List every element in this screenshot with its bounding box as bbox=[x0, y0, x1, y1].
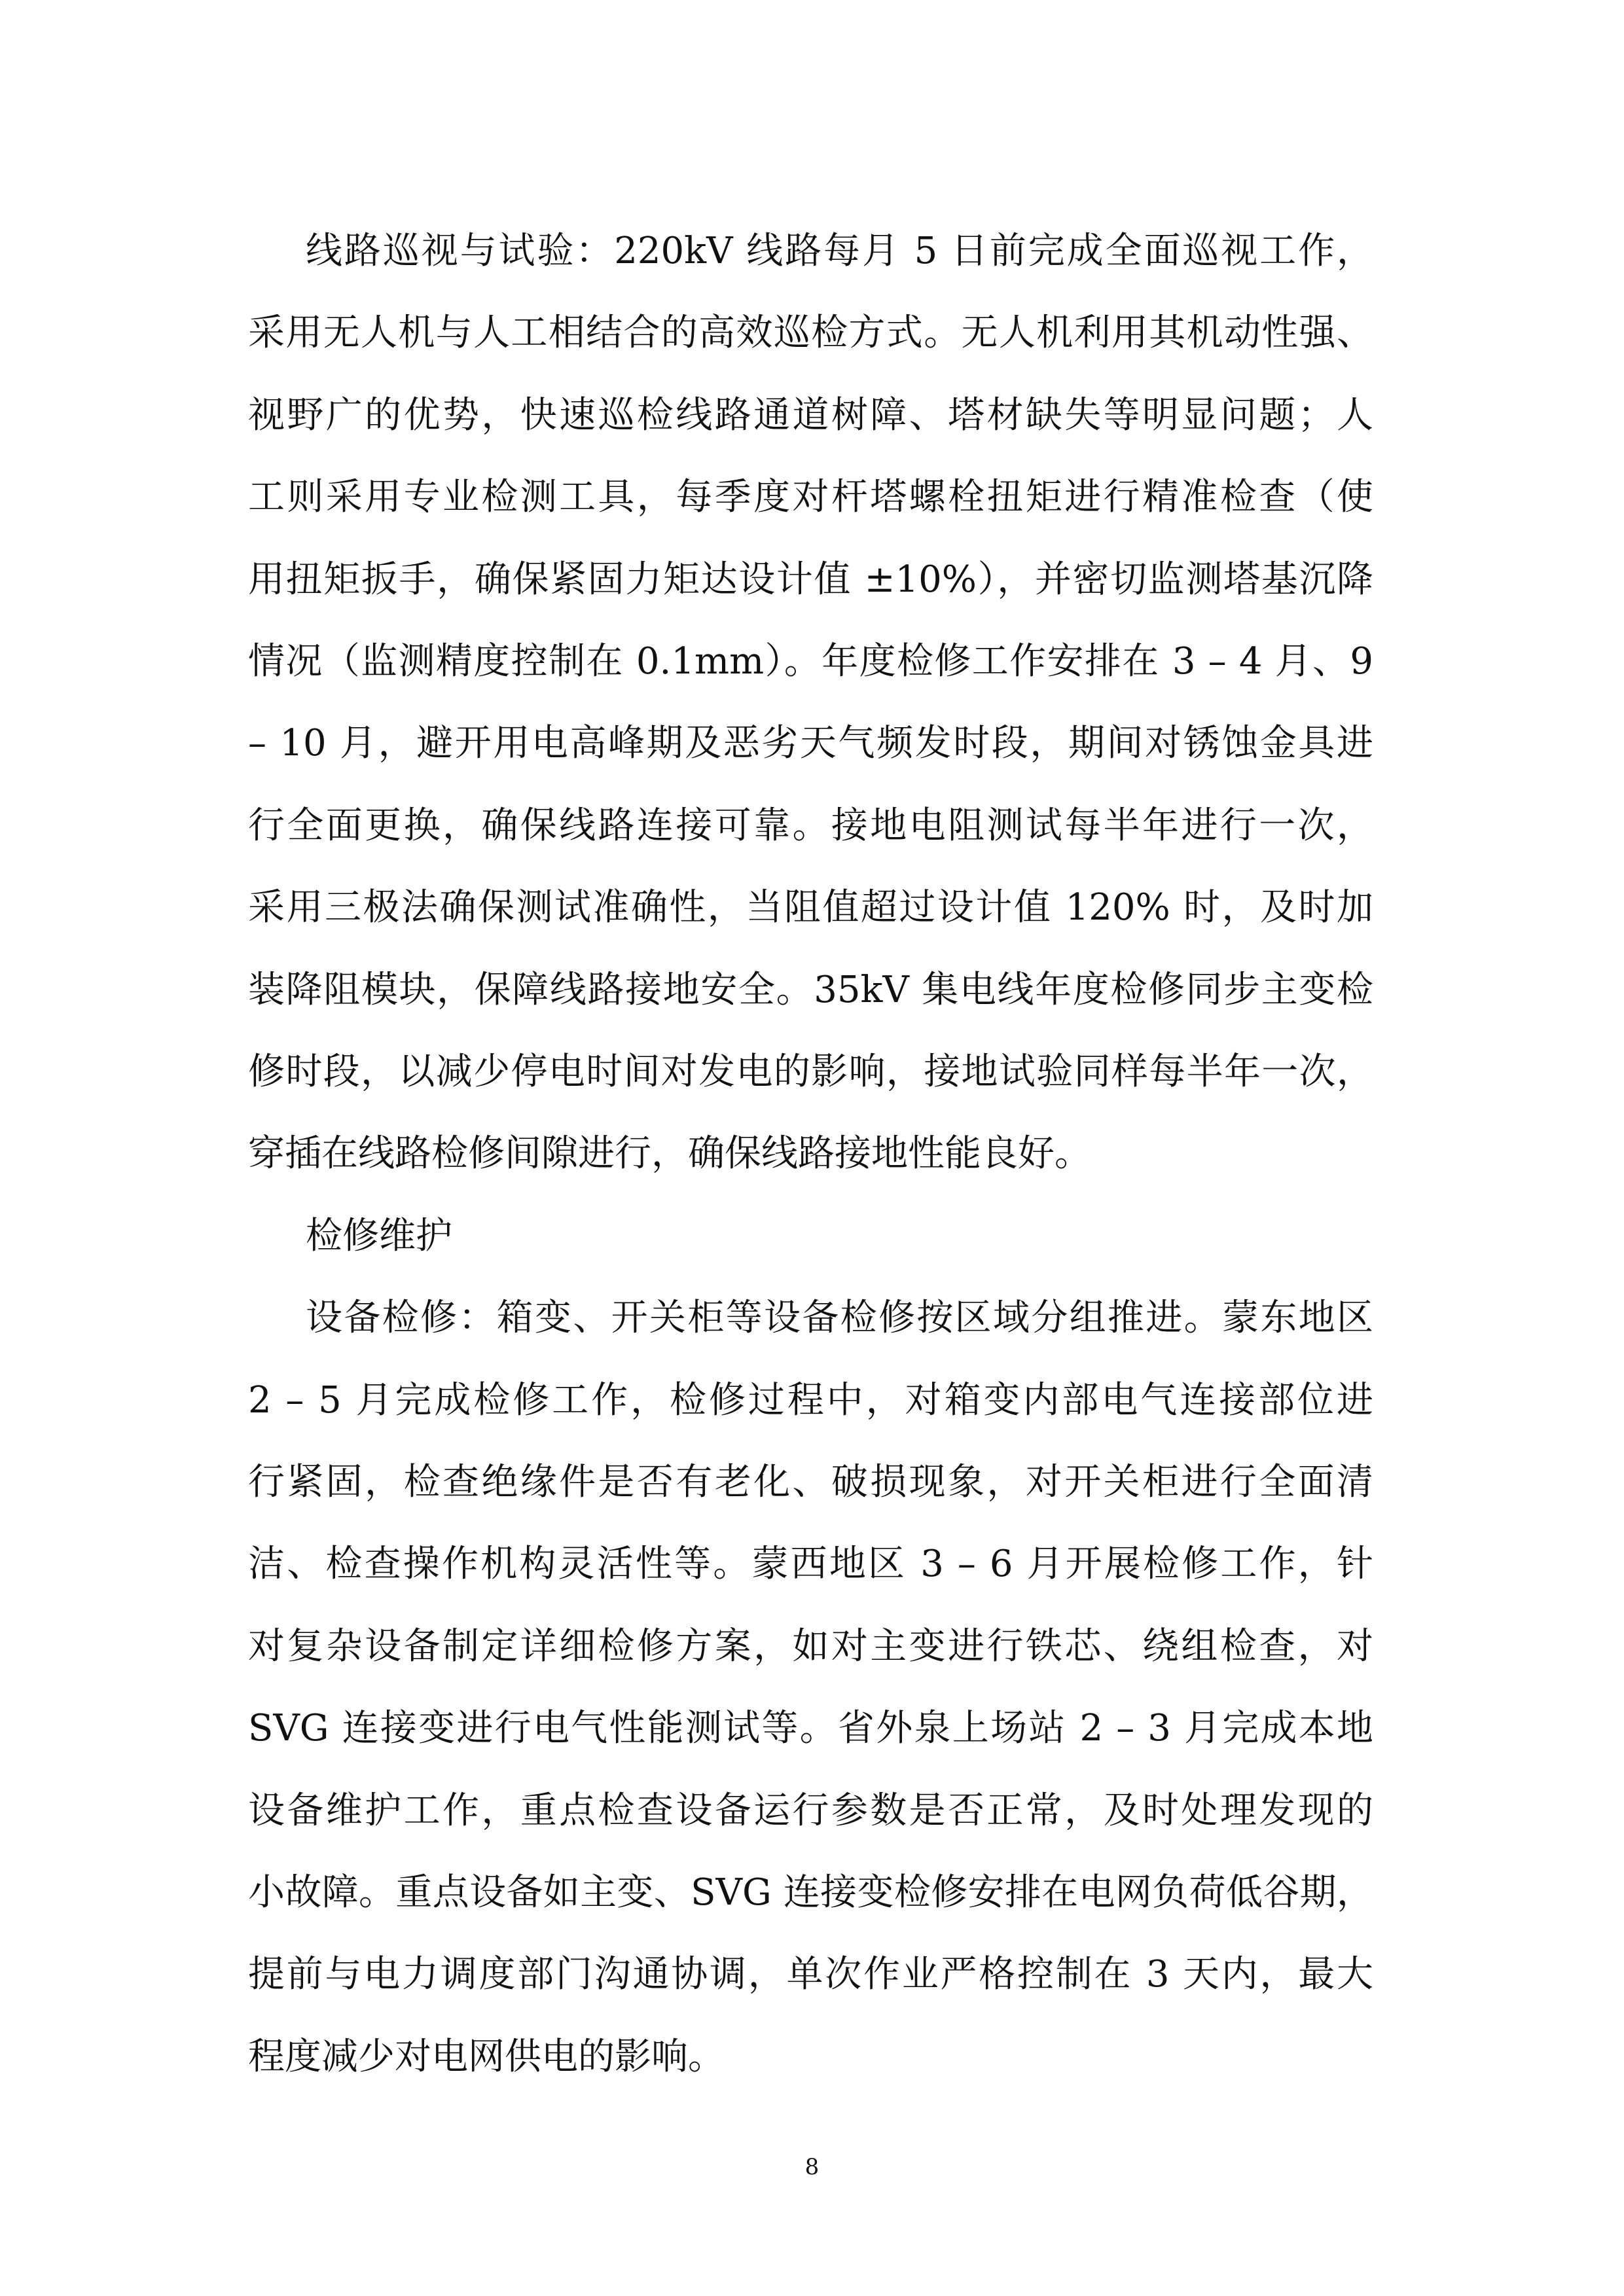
paragraph-line: 2 – 5 月完成检修工作，检修过程中，对箱变内部电气连接部位进 bbox=[248, 1378, 1373, 1422]
paragraph-line: – 10 月，避开用电高峰期及恶劣天气频发时段，期间对锈蚀金具进 bbox=[248, 722, 1373, 765]
paragraph-line: 用扭矩扳手，确保紧固力矩达设计值 ±10%），并密切监测塔基沉降 bbox=[248, 558, 1373, 601]
paragraph-line: 视野广的优势，快速巡检线路通道树障、塔材缺失等明显问题；人 bbox=[248, 393, 1373, 437]
paragraph-line: 提前与电力调度部门沟通协调，单次作业严格控制在 3 天内，最大 bbox=[248, 1953, 1373, 1996]
paragraph-line: SVG 连接变进行电气性能测试等。省外泉上场站 2 – 3 月完成本地 bbox=[248, 1707, 1373, 1750]
paragraph-line: 装降阻模块，保障线路接地安全。35kV 集电线年度检修同步主变检 bbox=[248, 968, 1373, 1011]
paragraph-line: 情况（监测精度控制在 0.1mm）。年度检修工作安排在 3 – 4 月、9 bbox=[248, 640, 1373, 683]
paragraph-line: 工则采用专业检测工具，每季度对杆塔螺栓扭矩进行精准检查（使 bbox=[248, 476, 1373, 519]
paragraph-line: 洁、检查操作机构灵活性等。蒙西地区 3 – 6 月开展检修工作，针 bbox=[248, 1543, 1373, 1586]
paragraph-line: 行紧固，检查绝缘件是否有老化、破损现象，对开关柜进行全面清 bbox=[248, 1461, 1373, 1503]
paragraph-line: 修时段，以减少停电时间对发电的影响，接地试验同样每半年一次， bbox=[248, 1050, 1373, 1093]
section-heading: 检修维护 bbox=[306, 1214, 452, 1257]
page-number: 8 bbox=[804, 2154, 820, 2180]
paragraph-line: 线路巡视与试验：220kV 线路每月 5 日前完成全面巡视工作， bbox=[306, 230, 1373, 272]
paragraph-line: 对复杂设备制定详细检修方案，如对主变进行铁芯、绕组检查，对 bbox=[248, 1624, 1373, 1668]
paragraph-line: 小故障。重点设备如主变、SVG 连接变检修安排在电网负荷低谷期， bbox=[248, 1871, 1373, 1914]
paragraph-line: 穿插在线路检修间隙进行，确保线路接地性能良好。 bbox=[248, 1132, 1091, 1175]
paragraph-line: 设备检修：箱变、开关柜等设备检修按区域分组推进。蒙东地区 bbox=[306, 1297, 1373, 1340]
paragraph-line: 程度减少对电网供电的影响。 bbox=[248, 2035, 725, 2078]
paragraph-line: 采用三极法确保测试准确性，当阻值超过设计值 120% 时，及时加 bbox=[248, 886, 1373, 929]
paragraph-line: 采用无人机与人工相结合的高效巡检方式。无人机利用其机动性强、 bbox=[248, 312, 1373, 355]
paragraph-line: 行全面更换，确保线路连接可靠。接地电阻测试每半年进行一次， bbox=[248, 804, 1373, 847]
paragraph-line: 设备维护工作，重点检查设备运行参数是否正常，及时处理发现的 bbox=[248, 1789, 1373, 1832]
